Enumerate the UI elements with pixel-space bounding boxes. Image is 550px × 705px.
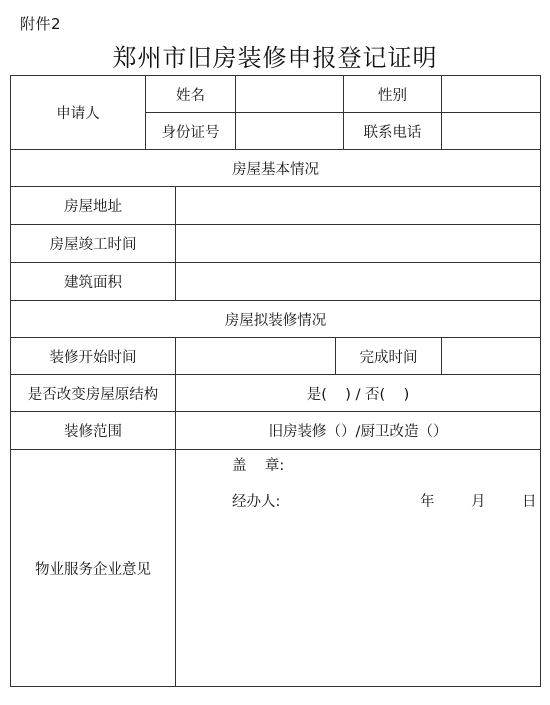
phone-field[interactable] [442,113,541,150]
handler-label: 经办人: [232,494,281,510]
row-address [11,187,541,225]
renovation-info-header: 房屋拟装修情况 [11,301,541,338]
completion-time-label: 房屋竣工时间 [11,225,176,263]
start-time-field[interactable] [176,338,336,375]
row-start-finish [11,338,541,375]
year-label: 年 [420,494,435,510]
property-opinion-cell[interactable] [176,450,541,687]
floor-area-label: 建筑面积 [11,263,176,301]
day-label: 日 [522,494,537,510]
start-time-label: 装修开始时间 [11,338,176,375]
completion-time-field[interactable] [176,225,541,263]
row-opinion [11,450,541,687]
property-opinion-label: 物业服务企业意见 [11,450,176,687]
applicant-label: 申请人 [11,76,146,150]
row-name-gender [11,76,541,113]
renovation-scope-options[interactable]: 旧房装修（）/厨卫改造（） [176,412,541,450]
address-label: 房屋地址 [11,187,176,225]
basic-info-header: 房屋基本情况 [11,150,541,187]
form-title: 郑州市旧房装修申报登记证明 [112,44,438,72]
id-number-field[interactable] [236,113,344,150]
finish-time-label: 完成时间 [336,338,442,375]
structure-change-label: 是否改变房屋原结构 [11,375,176,412]
row-structure [11,375,541,412]
registration-form-table [10,75,541,687]
month-label: 月 [471,494,486,510]
address-field[interactable] [176,187,541,225]
row-scope [11,412,541,450]
row-basic-header [11,150,541,187]
attachment-label: 附件2 [20,15,62,33]
renovation-scope-label: 装修范围 [11,412,176,450]
gender-label: 性别 [344,76,442,113]
row-area [11,263,541,301]
seal-label: 盖 章: [232,458,285,474]
row-renovation-header [11,301,541,338]
name-label: 姓名 [146,76,236,113]
phone-label: 联系电话 [344,113,442,150]
gender-field[interactable] [442,76,541,113]
floor-area-field[interactable] [176,263,541,301]
finish-time-field[interactable] [442,338,541,375]
row-completion-time [11,225,541,263]
name-field[interactable] [236,76,344,113]
id-number-label: 身份证号 [146,113,236,150]
structure-change-options[interactable]: 是( ) / 否( ) [176,375,541,412]
